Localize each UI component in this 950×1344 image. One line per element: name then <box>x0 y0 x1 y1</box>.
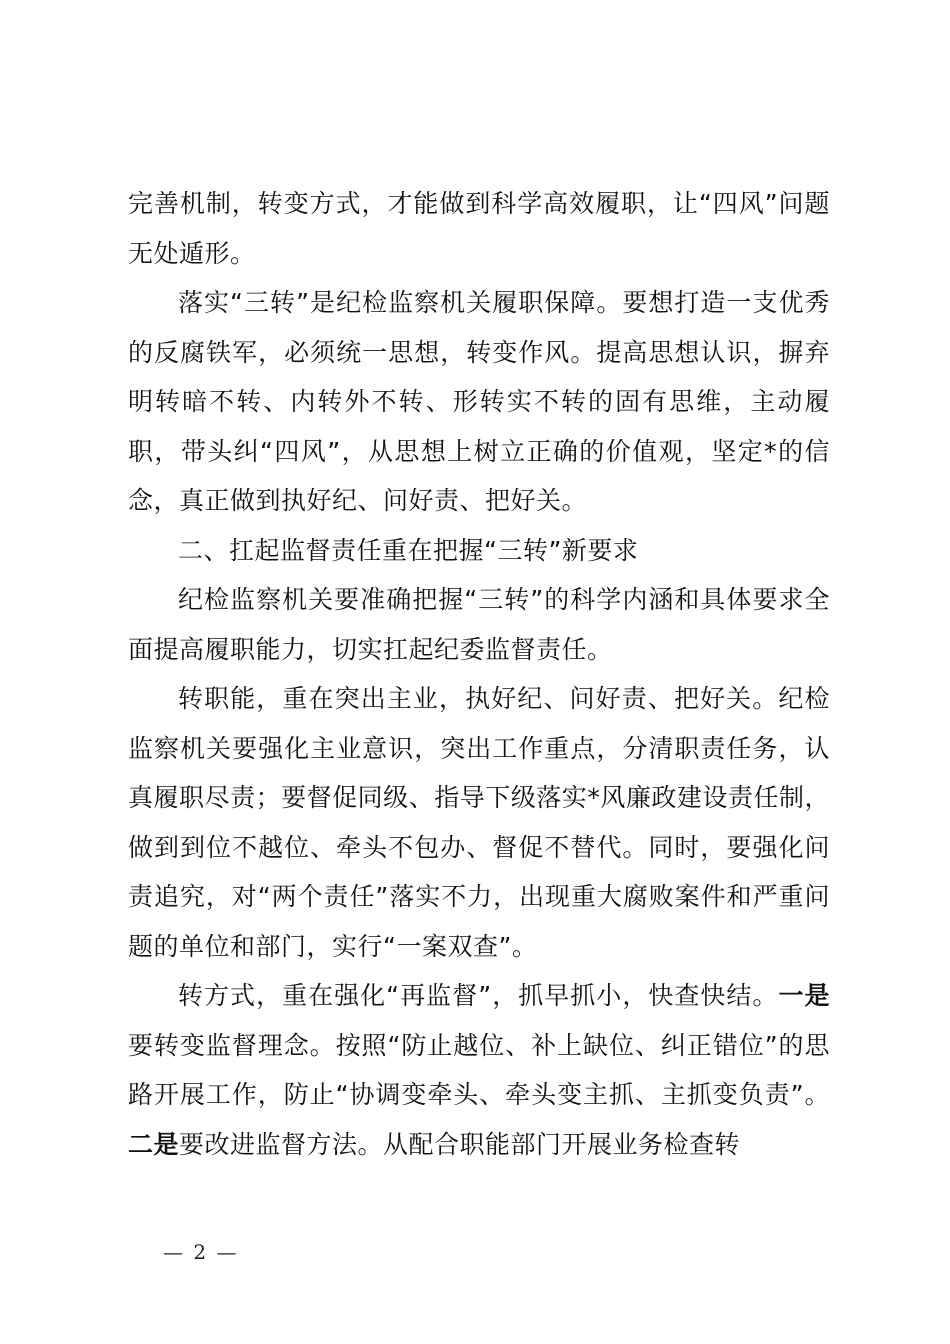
paragraph-text: 纪检监察机关要准确把握“三转”的科学内涵和具体要求全面提高履职能力，切实扛起纪委监督责任。 <box>128 585 830 664</box>
bold-lead-text: 一是 <box>778 981 830 1010</box>
page-number: — 2 — <box>163 1240 239 1264</box>
paragraph-text: 转方式，重在强化“再监督”，抓早抓小，快查快结。 <box>178 981 779 1010</box>
section-heading-text: 二、扛起监督责任重在把握“三转”新要求 <box>178 535 639 565</box>
paragraph-text: 落实“三转”是纪检监察机关履职保障。要想打造一支优秀的反腐铁军，必须统一思想，转变作风。提高思想认识，摒弃明转暗不转、内转外不转、形转实不转的固有思维，主动履职，带头纠“四风”，从思想上树立正确的价值观，坚定*的信念，真正做到执好纪、问好责、把好关。 <box>128 288 830 515</box>
paragraph-text: 要改进监督方法。从配合职能部门开展业务检查转 <box>179 1129 741 1159</box>
paragraph-text: 转职能，重在突出主业，执好纪、问好责、把好关。纪检监察机关要强化主业意识，突出工作重点，分清职责任务，认真履职尽责；要督促同级、指导下级落实*风廉政建设责任制，做到到位不越位、牵头不包办、督促不替代。同时，要强化问责追究，对“两个责任”落实不力，出现重大腐败案件和严重问题的单位和部门，实行“一案双查”。 <box>128 684 830 961</box>
paragraph <box>128 179 830 278</box>
paragraph <box>128 674 830 971</box>
paragraph <box>128 971 830 1169</box>
paragraph-text: 要转变监督理念。按照“防止越位、补上缺位、纠正错位”的思路开展工作，防止“协调变牵头、牵头变主抓、主抓变负责”。 <box>128 1030 830 1109</box>
paragraph <box>128 575 830 674</box>
bold-lead-text: 二是 <box>128 1129 180 1159</box>
paragraph-text: 完善机制，转变方式，才能做到科学高效履职，让“四风”问题无处遁形。 <box>128 189 830 268</box>
document-body <box>128 179 830 1169</box>
paragraph <box>128 278 830 526</box>
section-heading <box>128 526 830 576</box>
